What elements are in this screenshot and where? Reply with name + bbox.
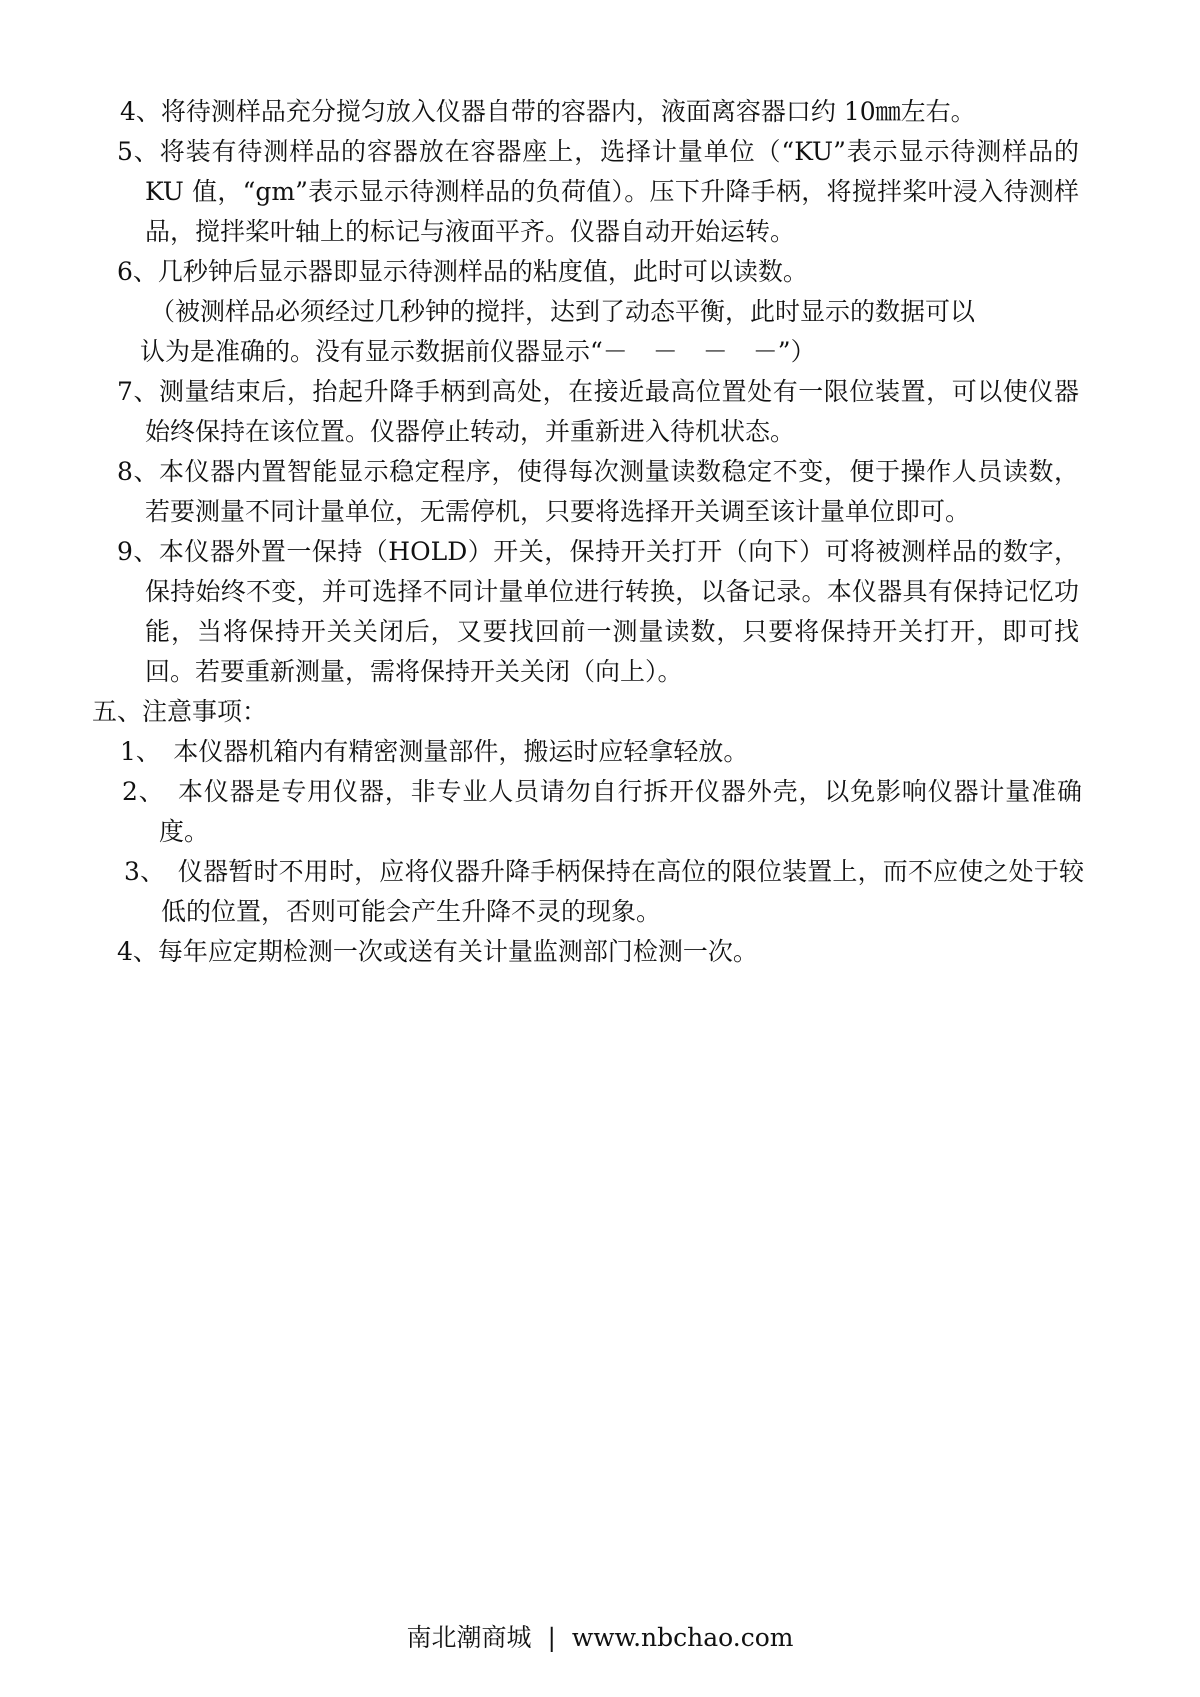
note-line-1: （被测样品必须经过几秒钟的搅拌，达到了动态平衡，此时显示的数据可以	[150, 297, 976, 326]
step-8: 8、本仪器内置智能显示稳定程序，使得每次测量读数稳定不变，便于操作人员读数，若要测量不同计量单位，无需停机，只要将选择开关调至该计量单位即可。	[117, 457, 1079, 526]
note-line-2: 认为是准确的。没有显示数据前仪器显示“－ － － －”）	[140, 337, 816, 366]
step-5: 5、将装有待测样品的容器放在容器座上，选择计量单位（“KU”表示显示待测样品的 KU 值，“gm”表示显示待测样品的负荷值）。压下升降手柄，将搅拌桨叶浸入待测样品，搅拌桨叶轴上的标记与液面平齐。仪器自动开始运转。	[117, 137, 1079, 246]
caution-2: 2、 本仪器是专用仪器，非专业人员请勿自行拆开仪器外壳，以免影响仪器计量准确度。	[122, 777, 1082, 846]
caution-4: 4、每年应定期检测一次或送有关计量监测部门检测一次。	[117, 937, 758, 966]
step-6-note	[140, 292, 1079, 372]
page-footer	[0, 1618, 1200, 1654]
footer-site-name: 南北潮商城	[406, 1623, 532, 1652]
document-body	[0, 92, 1200, 972]
step-4: 4、将待测样品充分搅匀放入仪器自带的容器内，液面离容器口约 10㎜左右。	[120, 97, 976, 126]
step-6: 6、几秒钟后显示器即显示待测样品的粘度值，此时可以读数。	[117, 257, 808, 286]
footer-separator: |	[547, 1623, 556, 1652]
caution-1: 1、 本仪器机箱内有精密测量部件，搬运时应轻拿轻放。	[120, 737, 749, 766]
step-7: 7、测量结束后，抬起升降手柄到高处，在接近最高位置处有一限位装置，可以使仪器始终保持在该位置。仪器停止转动，并重新进入待机状态。	[117, 377, 1079, 446]
section-5-title: 五、注意事项：	[92, 697, 268, 726]
footer-url-link[interactable]: www.nbchao.com	[571, 1623, 794, 1652]
caution-3: 3、 仪器暂时不用时，应将仪器升降手柄保持在高位的限位装置上，而不应使之处于较低的位置，否则可能会产生升降不灵的现象。	[124, 857, 1084, 926]
step-9: 9、本仪器外置一保持（HOLD）开关，保持开关打开（向下）可将被测样品的数字，保持始终不变，并可选择不同计量单位进行转换，以备记录。本仪器具有保持记忆功能，当将保持开关关闭后，又要找回前一测量读数，只要将保持开关打开，即可找回。若要重新测量，需将保持开关关闭（向上）。	[117, 537, 1079, 686]
